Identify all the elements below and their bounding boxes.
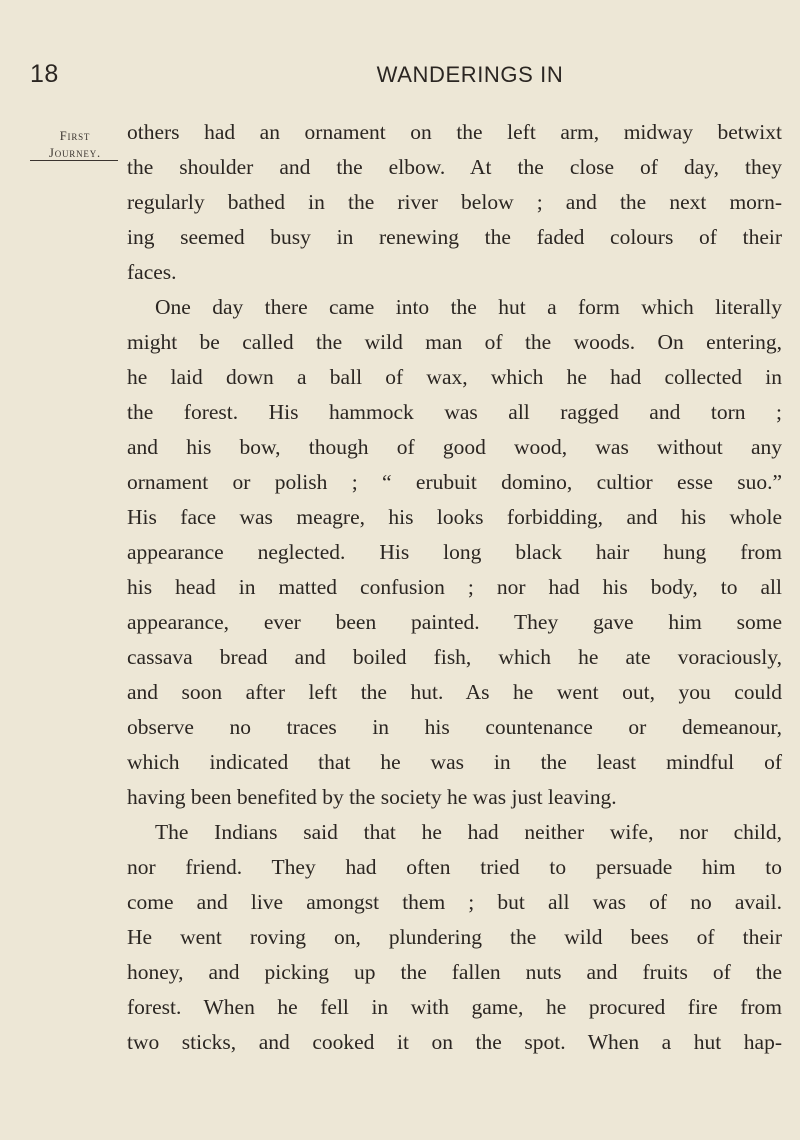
running-head: WANDERINGS IN (376, 62, 564, 87)
text-line: regularly bathed in the river below ; and the next morn- (127, 190, 782, 214)
text-line: he laid down a ball of wax, which he had collected in (127, 365, 782, 389)
text-line: One day there came into the hut a form which literally (155, 295, 782, 319)
text-line: which indicated that he was in the least mindful of (127, 750, 782, 774)
text-line: the forest. His hammock was all ragged and torn ; (127, 400, 782, 424)
text-line: He went roving on, plundering the wild bees of their (127, 925, 782, 949)
text-line: the shoulder and the elbow. At the close of day, they (127, 155, 782, 179)
text-line: faces. (127, 260, 177, 284)
text-line: appearance neglected. His long black hair hung from (127, 540, 782, 564)
margin-note-line-1: First (59, 129, 91, 143)
text-line: cassava bread and boiled fish, which he ate voraciously, (127, 645, 782, 669)
text-line: two sticks, and cooked it on the spot. When a hut hap- (127, 1030, 782, 1054)
text-line: ing seemed busy in renewing the faded colours of their (127, 225, 782, 249)
text-line: ornament or polish ; “ erubuit domino, cultior esse suo.” (127, 470, 782, 494)
text-line: appearance, ever been painted. They gave him some (127, 610, 782, 634)
text-line: others had an ornament on the left arm, midway betwixt (127, 120, 782, 144)
text-line: honey, and picking up the fallen nuts and fruits of the (127, 960, 782, 984)
page-number: 18 (30, 60, 59, 88)
margin-note-line-2: Journey. (49, 146, 101, 160)
text-line: observe no traces in his countenance or demeanour, (127, 715, 782, 739)
body-text (127, 115, 782, 1060)
text-line: and soon after left the hut. As he went out, you could (127, 680, 782, 704)
margin-rule (30, 160, 118, 161)
margin-note (30, 128, 120, 162)
text-line: His face was meagre, his looks forbidding, and his whole (127, 505, 782, 529)
text-line: and his bow, though of good wood, was without any (127, 435, 782, 459)
text-line: come and live amongst them ; but all was of no avail. (127, 890, 782, 914)
text-line: having been benefited by the society he was just leaving. (127, 785, 617, 809)
text-line: nor friend. They had often tried to persuade him to (127, 855, 782, 879)
text-line: his head in matted confusion ; nor had his body, to all (127, 575, 782, 599)
text-line: forest. When he fell in with game, he procured fire from (127, 995, 782, 1019)
text-line: might be called the wild man of the woods. On entering, (127, 330, 782, 354)
text-line: The Indians said that he had neither wife, nor child, (155, 820, 782, 844)
